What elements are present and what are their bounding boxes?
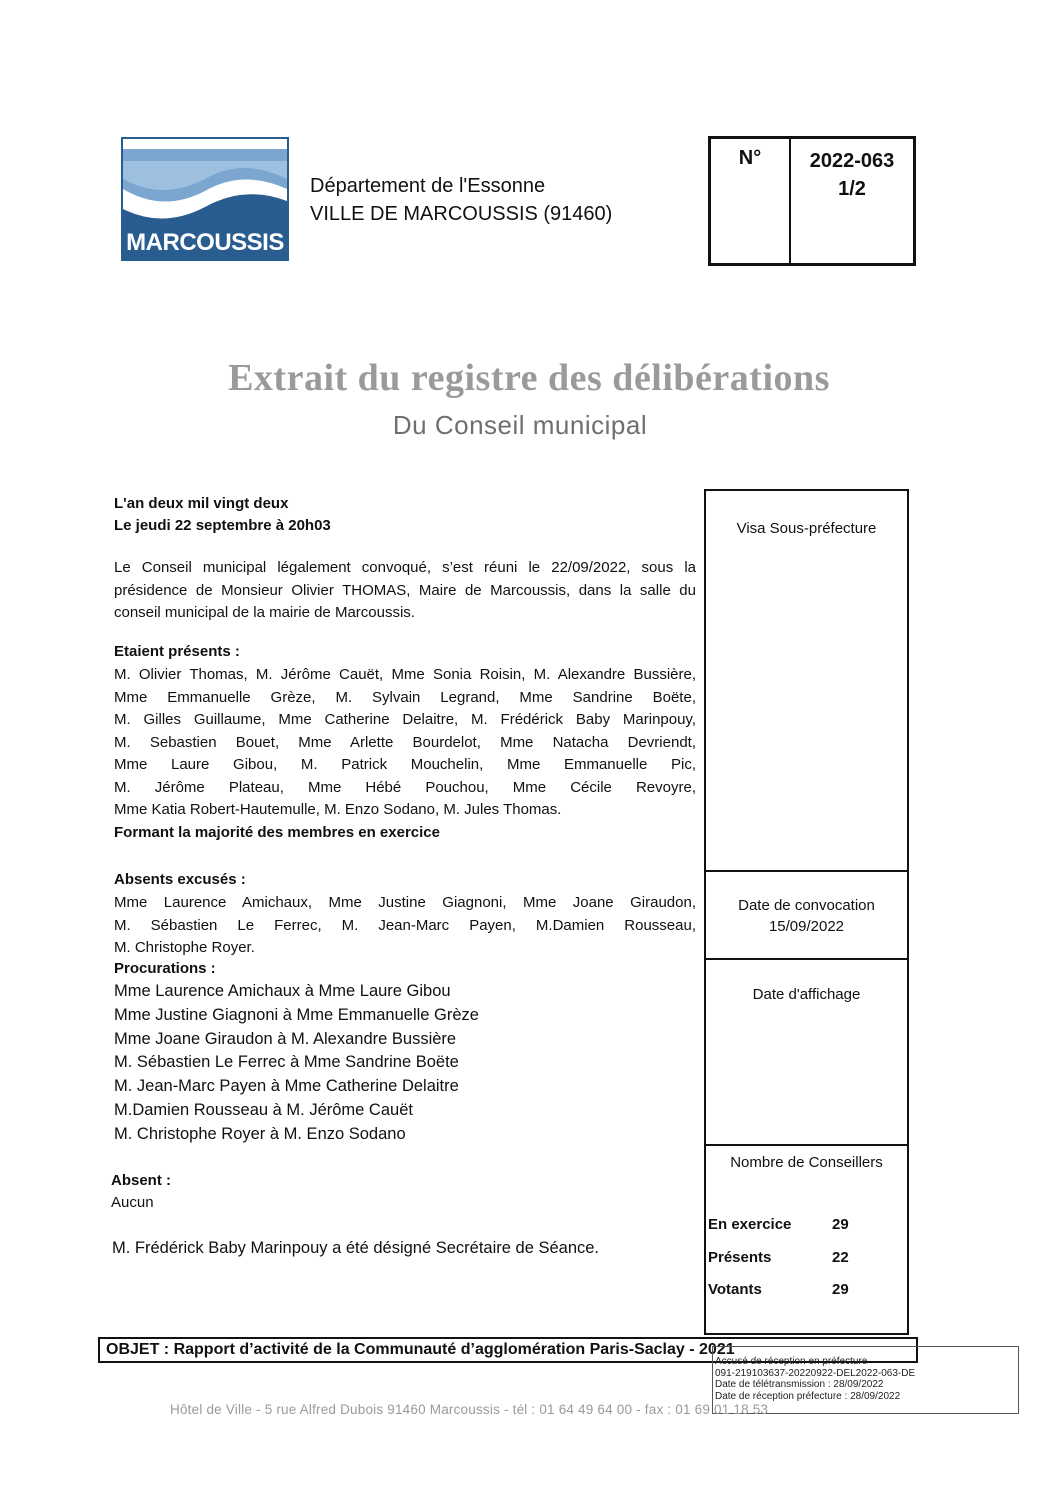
conseillers-label: Nombre de Conseillers: [730, 1154, 883, 1171]
procuration-item: Mme Joane Giraudon à M. Alexandre Bussière: [114, 1029, 457, 1048]
stat-label: Votants: [708, 1281, 762, 1298]
stat-label: Présents: [708, 1249, 772, 1266]
page-indicator: 1/2: [838, 178, 866, 200]
affichage-label: Date d'affichage: [752, 986, 861, 1003]
marcoussis-logo: [121, 137, 289, 261]
absent-line: Mme Laurence Amichaux, Mme Justine Giagnoni, Mme Joane Giraudon,: [114, 894, 696, 911]
absent-line: M. Christophe Royer.: [114, 939, 255, 956]
deliberation-number-box: [708, 136, 916, 266]
stat-value: 29: [832, 1216, 849, 1233]
presents-list: [114, 664, 696, 844]
number-value-block: [791, 147, 913, 203]
procurations-heading: Procurations :: [114, 960, 216, 977]
intro-paragraph: [114, 557, 696, 625]
presents-line: M. Gilles Guillaume, Mme Catherine Delaitre, M. Frédérick Baby Marinpouy,: [114, 711, 696, 728]
session-date: Le jeudi 22 septembre à 20h03: [114, 517, 331, 534]
page-title: Extrait du registre des délibérations: [228, 357, 830, 399]
divider: [706, 958, 907, 960]
presents-heading: Etaient présents :: [114, 643, 240, 660]
department-name: Département de l'Essonne: [310, 175, 546, 197]
procuration-item: M. Jean-Marc Payen à Mme Catherine Delaitre: [114, 1077, 459, 1096]
number-value: 2022-063: [809, 150, 895, 172]
admin-sidebar: [704, 489, 909, 1335]
stamp-line: Date de télétransmission : 28/09/2022: [715, 1379, 884, 1390]
absent-heading: Absent :: [111, 1172, 171, 1189]
majority-statement: Formant la majorité des membres en exercice: [114, 823, 440, 841]
stamp-line: Accusé de réception en préfecture: [715, 1356, 868, 1367]
paragraph-line: présidence de Monsieur Olivier THOMAS, Maire de Marcoussis, dans la salle du: [114, 581, 696, 599]
city-name: VILLE DE MARCOUSSIS (91460): [310, 203, 613, 225]
divider: [706, 870, 907, 872]
procuration-item: Mme Justine Giagnoni à Mme Emmanuelle Grèze: [114, 1005, 479, 1024]
stamp-line: Date de réception préfecture : 28/09/2022: [715, 1390, 901, 1402]
page-subtitle: Du Conseil municipal: [392, 410, 648, 440]
presents-line: Mme Emmanuelle Grèze, M. Sylvain Legrand, Mme Sandrine Boëte,: [114, 688, 696, 706]
presents-line: Mme Katia Robert-Hautemulle, M. Enzo Sodano, M. Jules Thomas.: [114, 801, 562, 818]
visa-label: Visa Sous-préfecture: [736, 520, 877, 537]
presents-line: M. Jérôme Plateau, Mme Hébé Pouchou, Mme Cécile Revoyre,: [114, 778, 696, 796]
procuration-item: M. Christophe Royer à M. Enzo Sodano: [114, 1124, 406, 1143]
divider: [706, 1144, 907, 1146]
absent-value: Aucun: [111, 1194, 154, 1211]
objet-box: OBJET : Rapport d’activité de la Communauté d’agglomération Paris-Saclay - 2021: [98, 1337, 918, 1363]
footer-address: Hôtel de Ville - 5 rue Alfred Dubois 91460 Marcoussis - tél : 01 64 49 64 00 - fax : 01 69 01 18 53: [170, 1402, 769, 1417]
paragraph-line: Le Conseil municipal légalement convoqué, s’est réuni le 22/09/2022, sous la: [114, 559, 696, 576]
presents-line: M. Sebastien Bouet, Mme Arlette Bourdelot, Mme Natacha Devriendt,: [114, 733, 696, 751]
presents-line: Mme Laure Gibou, M. Patrick Mouchelin, Mme Emmanuelle Pic,: [114, 756, 696, 773]
procuration-item: Mme Laurence Amichaux à Mme Laure Gibou: [114, 982, 451, 1000]
logo-text: MARCOUSSIS: [126, 229, 284, 256]
convocation-label: Date de convocation: [738, 897, 875, 914]
stat-value: 29: [832, 1281, 849, 1298]
stat-label: En exercice: [708, 1216, 792, 1233]
procurations-list: [114, 980, 479, 1147]
presents-line: M. Olivier Thomas, M. Jérôme Cauët, Mme Sonia Roisin, M. Alexandre Bussière,: [114, 666, 696, 683]
paragraph-line: conseil municipal de la mairie de Marcoussis.: [114, 604, 415, 621]
convocation-date: 15/09/2022: [768, 918, 845, 935]
stat-value: 22: [832, 1249, 849, 1266]
number-label: N°: [738, 147, 762, 169]
absent-line: M. Sébastien Le Ferrec, M. Jean-Marc Payen, M.Damien Rousseau,: [114, 916, 696, 934]
absents-excuses-heading: Absents excusés :: [114, 871, 246, 888]
procuration-item: M.Damien Rousseau à M. Jérôme Cauët: [114, 1100, 413, 1119]
absents-excuses-list: [114, 892, 696, 960]
stamp-line: 091-219103637-20220922-DEL2022-063-DE: [715, 1367, 916, 1379]
procuration-item: M. Sébastien Le Ferrec à Mme Sandrine Boëte: [114, 1053, 459, 1072]
session-year: L'an deux mil vingt deux: [114, 495, 289, 512]
department-header: [310, 172, 612, 228]
secretary-statement: M. Frédérick Baby Marinpouy a été désigné Secrétaire de Séance.: [112, 1239, 600, 1257]
